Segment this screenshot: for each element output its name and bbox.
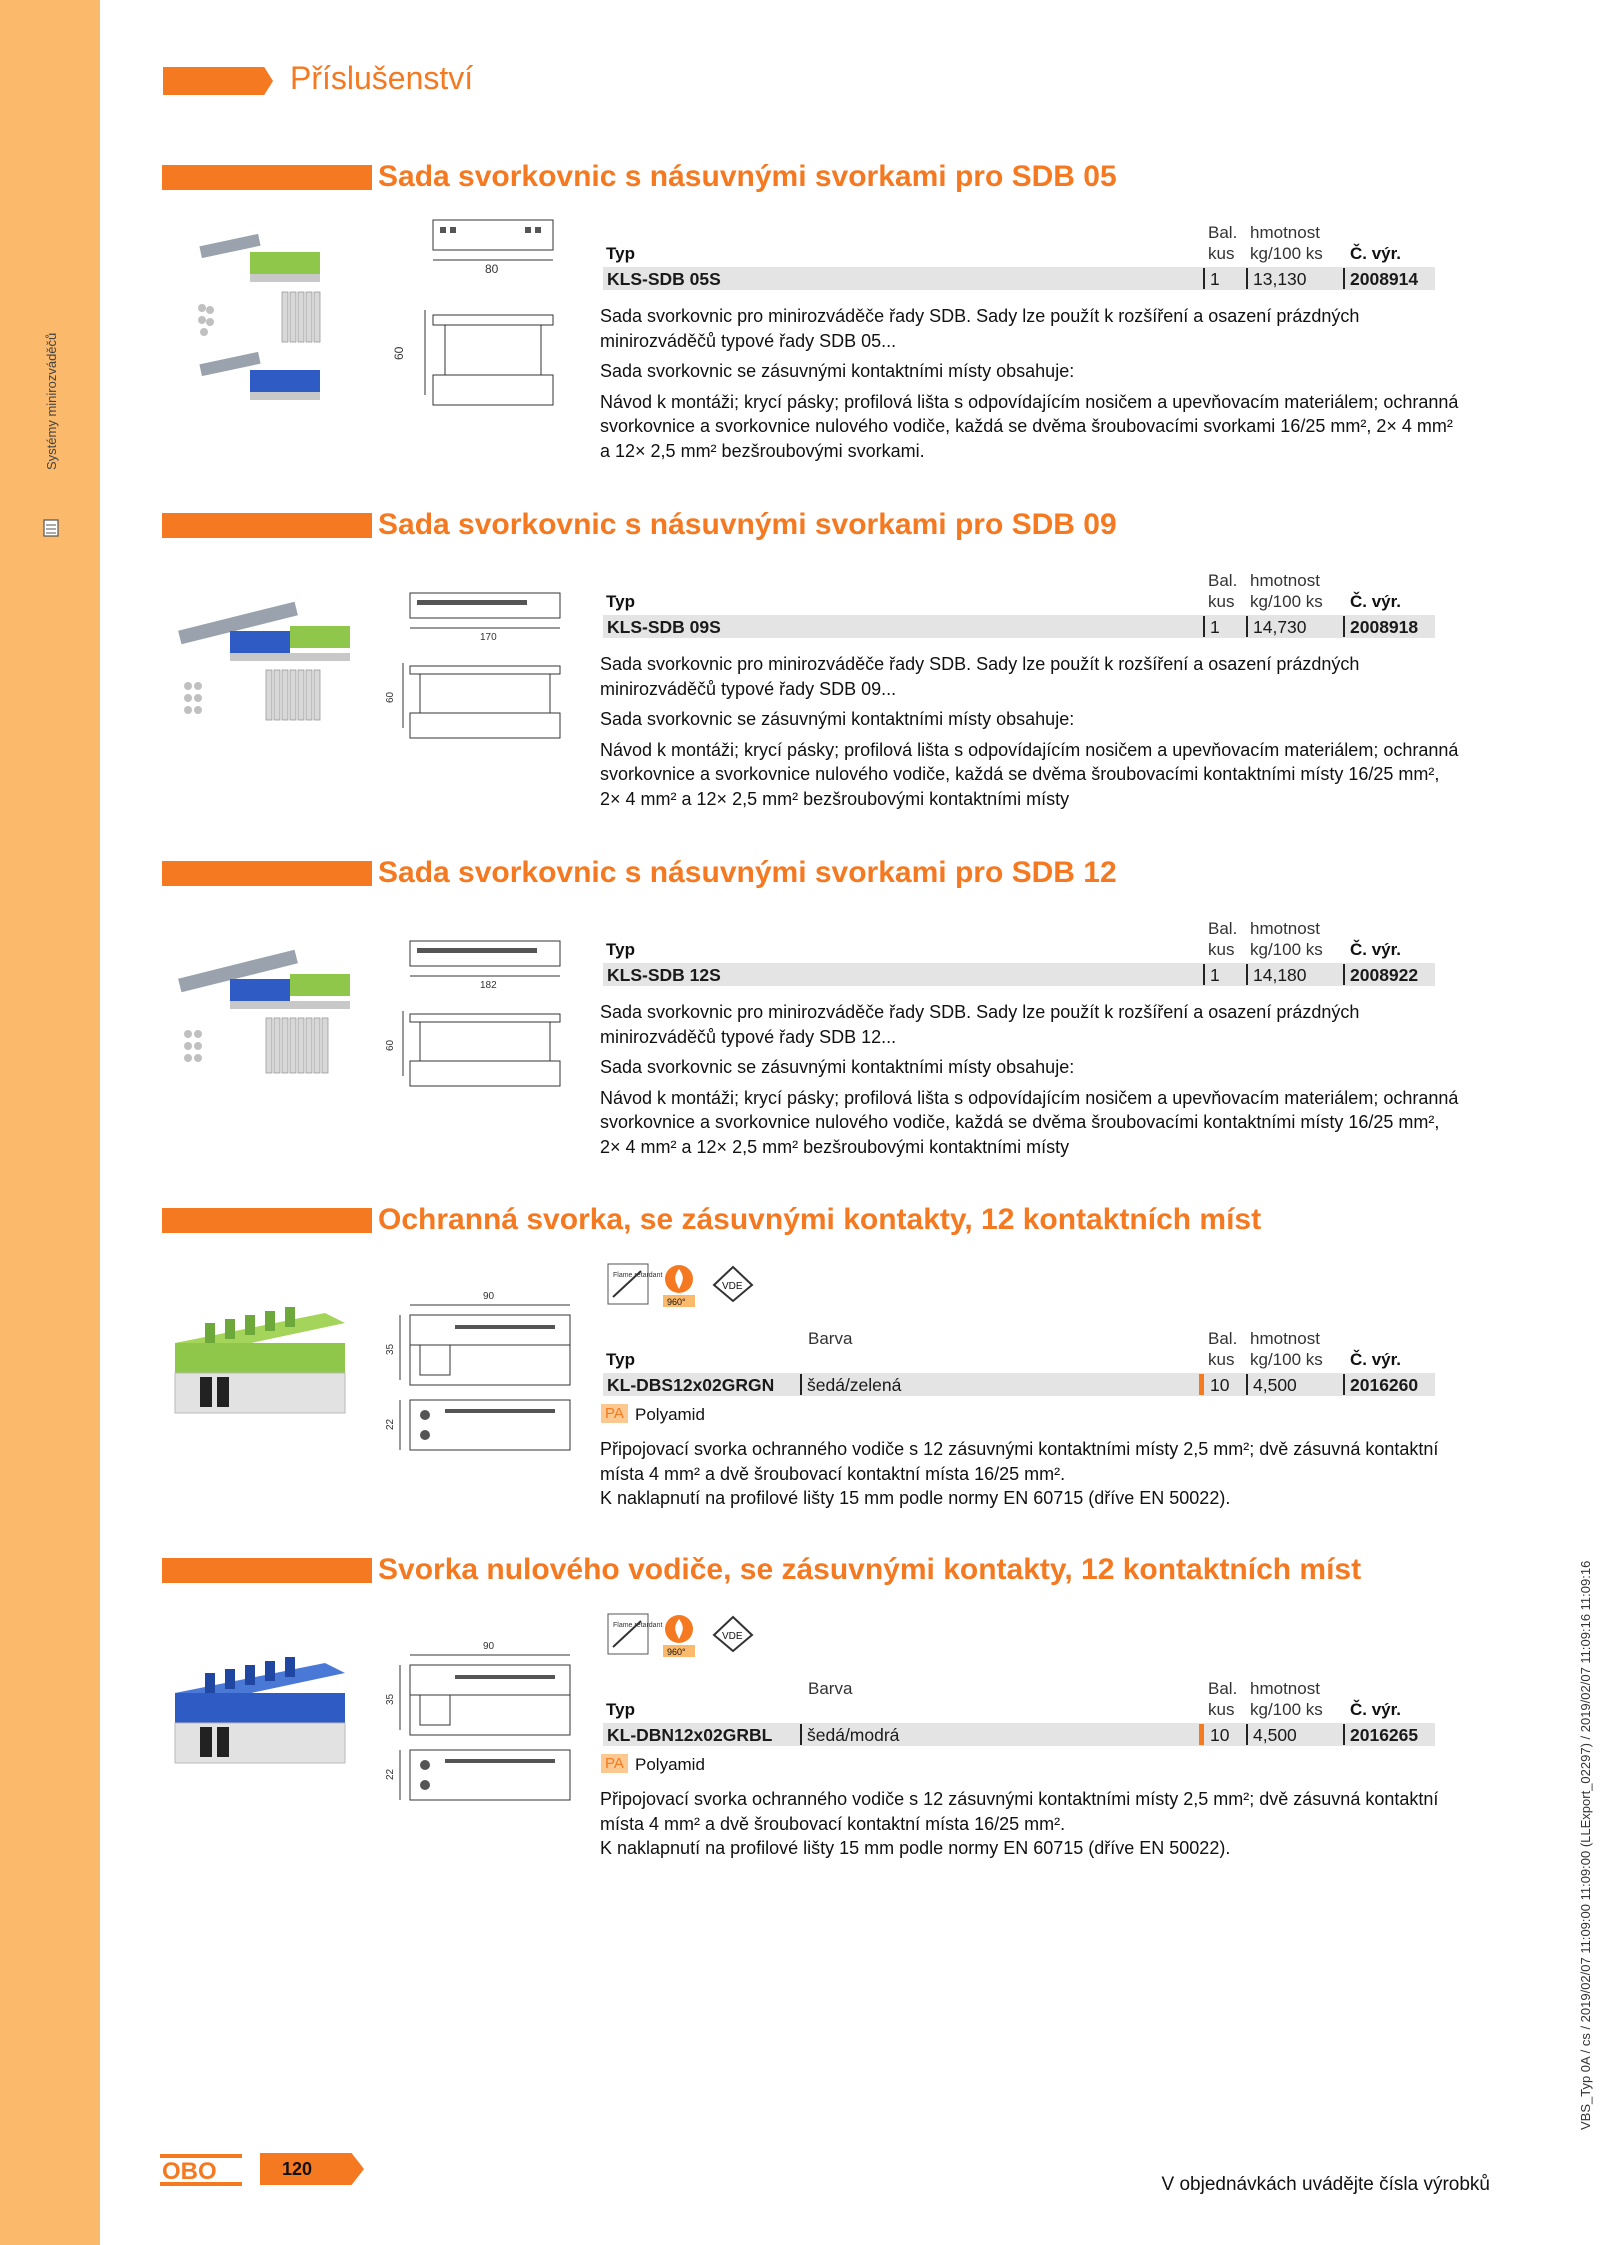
col-weight-top: hmotnost [1250,1329,1320,1348]
col-weight-bottom: kg/100 ks [1250,1350,1323,1369]
svg-text:960°: 960° [667,1297,686,1307]
table-row [603,615,1435,638]
desc-paragraph: Návod k montáži; krycí pásky; profilová lišta s odpovídajícím nosičem a upevňovacím materiálem; ochranná svorkovnice a svorkovnice nulového vodiče, každá se dvěma šroubovacími kontaktními místy 16/25 mm², 2× 4 mm² a 12× 2,5 mm² bezšroubovými kontaktními místy [600,739,1459,809]
separator [1246,268,1248,289]
svg-text:VDE: VDE [722,1281,743,1292]
material-name: Polyamid [635,1405,705,1424]
cell-qty: 10 [1210,1375,1230,1395]
cell-type: KLS-SDB 12S [607,965,721,985]
section-bar [162,1208,372,1233]
glow-wire-icon [655,1613,703,1661]
separator [1343,964,1345,985]
desc-paragraph: Sada svorkovnic se zásuvnými kontaktními místy obsahuje: [600,709,1075,729]
cell-type: KL-DBN12x02GRBL [607,1725,773,1745]
col-type: Typ [606,592,635,611]
table-row [603,963,1435,986]
separator [800,1374,802,1395]
col-bal-bottom: kus [1208,244,1235,263]
dimension-drawing [385,1635,585,1835]
desc-paragraph: Sada svorkovnic pro minirozváděče řady SDB. Sady lze použít k rozšíření a osazení prázdných minirozváděčů typové řady SDB 09... [600,654,1360,699]
col-bal-bottom: kus [1208,592,1235,611]
desc-paragraph: Připojovací svorka ochranného vodiče s 12 zásuvnými kontaktními místy 2,5 mm²; dvě zásuvná kontaktní místa 4 mm² a dvě šroubovací kontaktní místa 16/25 mm². [600,1789,1439,1834]
col-weight-top: hmotnost [1250,223,1320,242]
col-weight-top: hmotnost [1250,571,1320,590]
section-title: Svorka nulového vodiče, se zásuvnými kontakty, 12 kontaktních míst [378,1553,1362,1586]
dim-width: 90 [483,1641,495,1652]
vde-mark-icon [712,1265,754,1303]
col-type: Typ [606,940,635,959]
dimension-drawing [385,215,565,435]
col-weight-top: hmotnost [1250,919,1320,938]
cell-type: KLS-SDB 09S [607,617,721,637]
svg-text:Flame retardant: Flame retardant [613,1622,663,1629]
dim-height-2: 22 [385,1418,396,1430]
desc-paragraph: Připojovací svorka ochranného vodiče s 12 zásuvnými kontaktními místy 2,5 mm²; dvě zásuvná kontaktní místa 4 mm² a dvě šroubovací kontaktní místa 16/25 mm². [600,1439,1439,1484]
table-row [603,267,1435,290]
cell-qty: 1 [1210,269,1220,289]
dimension-drawing [385,588,565,788]
glow-wire-icon [655,1263,703,1311]
cell-color: šedá/modrá [807,1725,900,1745]
dim-height-2: 22 [385,1768,396,1780]
cell-qty: 1 [1210,965,1220,985]
separator [1199,1374,1204,1395]
desc-paragraph: Sada svorkovnic pro minirozváděče řady SDB. Sady lze použít k rozšíření a osazení prázdných minirozváděčů typové řady SDB 05... [600,306,1360,351]
cell-weight: 4,500 [1253,1375,1297,1395]
col-art: Č. výr. [1350,1700,1402,1719]
cell-art: 2008918 [1350,617,1419,637]
product-photo [170,586,370,736]
col-type: Typ [606,244,635,263]
separator [1343,1724,1345,1745]
separator [1343,1374,1345,1395]
col-bal-top: Bal. [1208,919,1238,938]
dim-height: 35 [385,1693,396,1705]
product-photo [165,1643,355,1783]
separator [1203,268,1205,289]
separator [1246,1374,1248,1395]
header-tab [163,67,273,95]
dim-height: 60 [385,1039,396,1051]
product-photo [190,230,360,410]
description [600,1000,1460,1165]
col-bal-top: Bal. [1208,1679,1238,1698]
dimension-drawing [385,936,565,1136]
col-art: Č. výr. [1350,244,1402,263]
separator [1199,1724,1204,1745]
separator [1246,1724,1248,1745]
col-weight-bottom: kg/100 ks [1250,1700,1323,1719]
material-badge: PA [601,1404,628,1423]
col-art: Č. výr. [1350,592,1402,611]
section-bar [162,165,372,190]
col-color: Barva [808,1679,853,1698]
separator [1343,616,1345,637]
col-bal-bottom: kus [1208,1350,1235,1369]
svg-text:Flame retardant: Flame retardant [613,1272,663,1279]
dim-height: 35 [385,1343,396,1355]
dim-width: 90 [483,1291,495,1302]
col-weight-top: hmotnost [1250,1679,1320,1698]
section-title: Sada svorkovnic s násuvnými svorkami pro SDB 12 [378,856,1117,889]
col-type: Typ [606,1700,635,1719]
col-weight-bottom: kg/100 ks [1250,592,1323,611]
svg-text:VDE: VDE [722,1631,743,1642]
col-bal-top: Bal. [1208,1329,1238,1348]
dimension-drawing [385,1285,585,1485]
col-art: Č. výr. [1350,940,1402,959]
material-badge: PA [601,1754,628,1773]
material-name: Polyamid [635,1755,705,1774]
separator [1203,616,1205,637]
cell-weight: 4,500 [1253,1725,1297,1745]
svg-text:OBO: OBO [162,2158,217,2185]
dim-width: 170 [480,632,497,643]
col-color: Barva [808,1329,853,1348]
cell-art: 2016265 [1350,1725,1419,1745]
description [600,1437,1460,1517]
cell-qty: 10 [1210,1725,1230,1745]
separator [1203,964,1205,985]
col-bal-bottom: kus [1208,940,1235,959]
desc-paragraph: K naklapnutí na profilové lišty 15 mm podle normy EN 60715 (dříve EN 50022). [600,1488,1231,1508]
footer-note: V objednávkách uvádějte čísla výrobků [1161,2174,1490,2195]
dim-height: 60 [392,346,406,360]
separator [1343,268,1345,289]
section-bar [162,513,372,538]
distribution-board-icon [42,518,60,538]
desc-paragraph: Návod k montáži; krycí pásky; profilová lišta s odpovídajícím nosičem a upevňovacím materiálem; ochranná svorkovnice a svorkovnice nulového vodiče, každá se dvěma šroubovacími kontaktními místy 16/25 mm², 2× 4 mm² a 12× 2,5 mm² bezšroubovými kontaktními místy [600,1087,1459,1157]
section-bar [162,861,372,886]
col-type: Typ [606,1350,635,1369]
section-title: Sada svorkovnic s násuvnými svorkami pro SDB 09 [378,508,1117,541]
dim-height: 60 [385,691,396,703]
col-bal-top: Bal. [1208,223,1238,242]
col-weight-bottom: kg/100 ks [1250,244,1323,263]
page-title: Příslušenství [290,60,474,96]
desc-paragraph: Návod k montáži; krycí pásky; profilová lišta s odpovídajícím nosičem a upevňovacím materiálem; ochranná svorkovnice a svorkovnice nulového vodiče, každá se dvěma šroubovacími svorkami 16/25 mm², 2× 4 mm² a 12× 2,5 mm² bezšroubovými svorkami. [600,391,1459,461]
svg-text:960°: 960° [667,1647,686,1657]
desc-paragraph: Sada svorkovnic se zásuvnými kontaktními místy obsahuje: [600,1057,1075,1077]
product-photo [165,1293,355,1433]
cell-art: 2008914 [1350,269,1419,289]
obo-logo [160,2154,242,2186]
cell-qty: 1 [1210,617,1220,637]
col-bal-top: Bal. [1208,571,1238,590]
cell-art: 2008922 [1350,965,1419,985]
desc-paragraph: Sada svorkovnic se zásuvnými kontaktními místy obsahuje: [600,361,1075,381]
section-title: Sada svorkovnic s násuvnými svorkami pro SDB 05 [378,160,1117,193]
col-art: Č. výr. [1350,1350,1402,1369]
separator [800,1724,802,1745]
vde-mark-icon [712,1615,754,1653]
page-number: 120 [282,2159,313,2179]
description [600,1787,1460,1867]
cell-art: 2016260 [1350,1375,1419,1395]
desc-paragraph: K naklapnutí na profilové lišty 15 mm podle normy EN 60715 (dříve EN 50022). [600,1838,1231,1858]
description [600,304,1460,469]
cell-type: KL-DBS12x02GRGN [607,1375,775,1395]
cell-weight: 14,730 [1253,617,1307,637]
table-row [603,1373,1435,1396]
dim-width: 182 [480,980,497,991]
product-photo [170,934,370,1094]
section-bar [162,1558,372,1583]
sidebar-label: Systémy minirozváděčů [44,332,59,470]
col-bal-bottom: kus [1208,1700,1235,1719]
table-row [603,1723,1435,1746]
flame-retardant-icon [607,1263,663,1305]
desc-paragraph: Sada svorkovnic pro minirozváděče řady SDB. Sady lze použít k rozšíření a osazení prázdných minirozváděčů typové řady SDB 12... [600,1002,1360,1047]
cell-weight: 14,180 [1253,965,1307,985]
col-weight-bottom: kg/100 ks [1250,940,1323,959]
cell-color: šedá/zelená [807,1375,902,1395]
cell-weight: 13,130 [1253,269,1307,289]
separator [1246,964,1248,985]
dim-width: 80 [485,262,499,276]
cell-type: KLS-SDB 05S [607,269,721,289]
separator [1246,616,1248,637]
section-title: Ochranná svorka, se zásuvnými kontakty, 12 kontaktních míst [378,1203,1262,1236]
description [600,652,1460,817]
flame-retardant-icon [607,1613,663,1655]
print-code: VBS_Typ 0A / cs / 2019/02/07 11:09:00 11:09:00 (LLExport_02297) / 2019/02/07 11:09:16 11:09:16 [1578,1560,1593,2130]
